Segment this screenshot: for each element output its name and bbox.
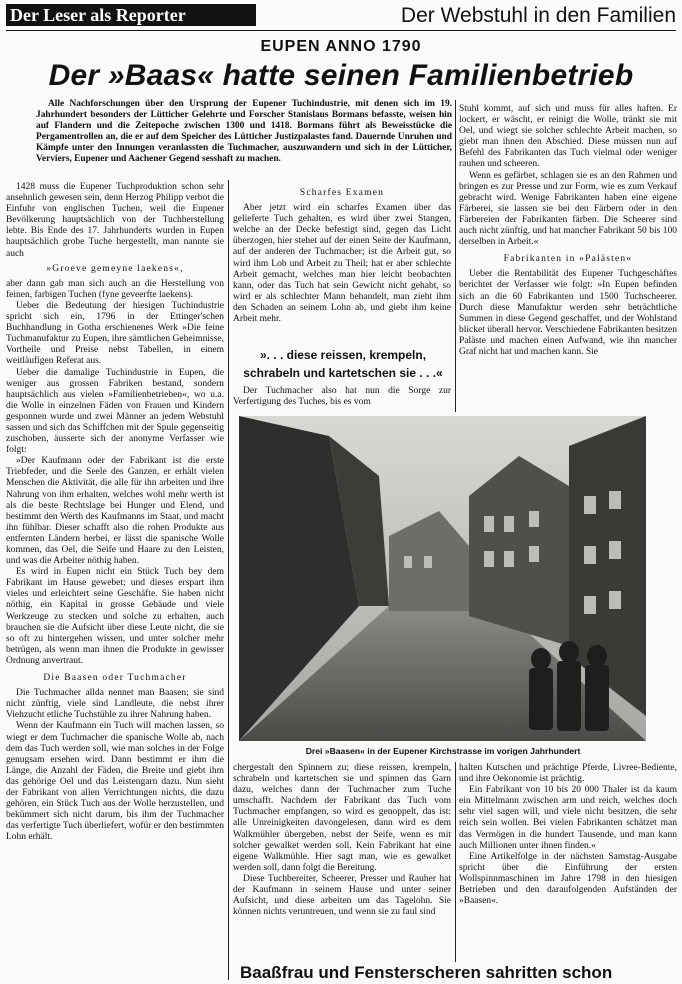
paragraph: Wenn es gefärbet, schlagen sie es an den Rahmen und bringen es zur Presse und zur Form, wie es zum Verkauf gebracht wird. Wenige Fabrikanten haben eine eigene Färberei, sie lassen sie bei den Färbern oder in den Färbereien der Fabrikanten färben. Die Scheerer sind auch nicht zünftig, und hat mancher Fabrikant 50 bis 100 derselben in Arbeit.« <box>459 170 677 248</box>
column-divider-1 <box>228 180 229 980</box>
article-column-3 <box>459 104 677 410</box>
paragraph: chergestalt den Spinnern zu; diese reissen, krempeln, schrabeln und kartetschen sie und spinnen das Garn dazu, welches dann der Tuchmacher zum Tuche umschafft. Nachdem der Fabrikant das Tuch vom Tuchmacher empfangen, so wird es genoppelt, das ist: alle Unreinigkeiten davongelesen, dann wird es dem Walkmühler übergeben, nebst der Seife, wenn es mit solcher gewalket werden soll. Kein Fabrikant hat eine eigene Walkmühle. Hier sagt man, wie es gewalket werden soll, dann folgt die Bereitung. <box>233 763 451 873</box>
lead-paragraph: Alle Nachforschungen über den Ursprung der Eupener Tuchindustrie, mit denen sich im 19. Jahrhundert besonders der Lütticher Gelehrte und Forscher Stanislaus Bormans befasste, weisen hin auf Flandern und die Zeitepoche zwischen 1300 und 1418. Bormans führt als Beweisstücke die Pergamentrollen an, die er auf dem Speicher des Lütticher Justizpalastes fand. Dauernde Unruhen und Kämpfe unter den Innungen veranlassten die Tuchmacher, auszuwandern und sich in der Lütticher, Verviers, Eupener und Aachener Gegend sesshaft zu machen. <box>36 99 452 164</box>
quoted-paragraph: »Der Kaufmann oder der Fabrikant ist die erste Triebfeder, und die Seele des Ganzen, er erhält vielen Menschen die Aktivität, die alle für ihn arbeiten und ihre Nahrung von ihm erhalten, welches wohl mehr werth ist als die beste Rechtslage bei Hunger und Elend, und bestimmt den Werth des Kaufmanns im Staat, und macht ihn fühlbar. Dieser schafft also die rohen Produkte aus entfernten Ländern herbei, er lässt die spanische Wolle kommen, das Oel, die Seife und Haare zu den Leisten, und was die Arbeiter nöthig haben. <box>6 456 224 567</box>
quote-heading: »Groeve gemeyne laekens«, <box>46 263 184 274</box>
next-article-headline: Baaßfrau und Fensterscheren sahritten schon <box>240 963 613 982</box>
paragraph: Es wird in Eupen nicht ein Stück Tuch bey dem Fabrikant im Hause gewebet; und dieses erspart ihm vieles und erleichtert seine Geschäfte. Sie haben nicht nöthig, ein Kapital in grosse Gebäude und viele Werkzeuge zu stecken und solche zu erhalten, auch brauchen sie die Aufsicht über diese Leute nicht, die sie so oft zu hintergehen wissen, und unter solcher mehr betrügen, als wenn man ihnen die Produkte in gewisser Ordnung anvertraut. <box>6 567 224 666</box>
paragraph: aber dann gab man sich auch an die Herstellung von feinen, farbigen Tuchen (fyne geveerfte laekens). <box>6 278 224 300</box>
paragraph: halten Kutschen und prächtige Pferde, Livree-Bediente, und ihre Oekonomie ist prächtig. <box>459 763 677 785</box>
paragraph: Aber jetzt wird ein scharfes Examen über das gelieferte Tuch gehalten, es wird über zwei Stangen, welche an der Decke befestigt sind, gegen das Licht überzogen, hier stehet auf der einen Seite der Kaufmann, auf der anderen der Tuchmacher; ist die Arbeit gut, so wird ihm Lob und Arbeit zu Theil; hat er aber schlechte Arbeit gemacht, welches man hier leicht beobachten kann, oder das Tuch hat sein Gewicht nicht gehabt, so wird er als schlechter Mann behandelt, man zieht ihm den Schaden an seinem Lohn ab, und giebt ihm keine Arbeit mehr. <box>233 203 451 325</box>
street-illustration <box>239 416 646 741</box>
column-divider-3 <box>455 762 456 962</box>
paragraph: 1428 muss die Eupener Tuchproduktion schon sehr ansehnlich gewesen sein, denn Herzog Philipp verbot die Einfuhr von englischen Tuchen, weil die Eupener Bevölkerung hauptsächlich von der Tuchherstellung lebte. Bis Ende des 17. Jahrhunderts wurden in Eupen hauptsächlich grobe Tuche hergestellt, man nannte sie auch <box>6 182 224 259</box>
subheading-baasen: Die Baasen oder Tuchmacher <box>43 673 187 684</box>
article-column-1 <box>6 182 224 982</box>
pull-quote: ». . . diese reissen, krempeln, schrabeln und kartetschen sie . . .« <box>243 348 443 380</box>
paragraph: Die Tuchmacher allda nennet man Baasen; sie sind nicht zünftig, viele sind Landleute, die nebst ihrer Viehzucht etliche Tuchstühle zu ihrer Nahrung haben. <box>6 688 224 721</box>
header-rule <box>6 30 676 31</box>
dateline: EUPEN ANNO 1790 <box>260 38 422 55</box>
column-divider-2 <box>455 100 456 412</box>
paragraph: Ueber die Rentabilität des Eupener Tuchgeschäftes berichtet der Verfasser wie folgt: »In Eupen befinden sich an die 60 Fabrikanten und 1500 Tuchscheerer. Durch diese Manufaktur werden sehr beträchtliche Summen in diese Gegend geschaffet, und der Wohlstand blicket überall hervor. Verschiedene Fabrikanten besitzen Paläste und machen einen Aufwand, wie ihn mancher Graf nicht hat und machen kann. Sie <box>459 269 677 357</box>
article-column-2-lower <box>233 763 451 961</box>
paragraph: Ein Fabrikant von 10 bis 20 000 Thaler ist da kaum ein Mittelmann zwischen arm und reich, welches doch sehr viel sagen will, und viele nicht besitzen, die sehr reich sein wollen. Bei vielen Fabrikanten schätzet man das Vermögen in die hundert Tausende, und man kann auch Millionen unter ihnen finden.« <box>459 785 677 851</box>
paragraph: Stuhl kommt, auf sich und muss für alles haften. Er lockert, er wäscht, er reinigt die Wolle, tränkt sie mit Oel, und wiegt sie solcher schlechte Arbeit machen, so giebt man ihnen den Abschied. Diese müssen nun auf Befehl des Fabrikanten das Tuch vielmal oder weniger rauhen und scheeren. <box>459 104 677 170</box>
kicker-label: Der Leser als Reporter <box>6 4 256 26</box>
photo-caption: Drei »Baasen« in der Eupener Kirchstrasse im vorigen Jahrhundert <box>305 746 581 756</box>
subheading-examen: Scharfes Examen <box>299 188 385 198</box>
paragraph: Eine Artikelfolge in der nächsten Samstag-Ausgabe spricht über die Einführung der ersten Wollspinnmaschinen im Jahre 1798 in den hiesigen Betrieben und den daraufolgenden Aufständen der »Baasen«. <box>459 851 677 907</box>
paragraph: Ueber die Bedeutung der hiesigen Tuchindustrie spricht sich ein, 1796 in der Ettinger'schen Buchhandlung in Gotha erschienenes Werk »Die feine Tuchmanufaktur zu Eupen, ihre sämtlichen Geheimnisse, Vortheile und Preise nebst Tabellen, in einem weitläufigen Referat aus. <box>6 300 224 367</box>
headline: Der »Baas« hatte seinen Familienbetrieb <box>48 59 634 92</box>
street-photo <box>239 416 646 741</box>
paragraph: Ueber die damalige Tuchindustrie in Eupen, die weniger aus grossen Fabriken bestand, sondern hauptsächlich aus vielen »Familienbetrieben«, wo u.a. die Wolle in einzelnen Fäden von Frauen und Kindern gesponnen wurde und zwei Männer an jedem Webstuhl sassen und sich das Schiffchen mit der Spule gegenseitig zuschoben, äusserte sich der anonyme Verfasser wie folgt: <box>6 367 224 456</box>
paragraph: Wenn der Kaufmann ein Tuch will machen lassen, so wiegt er dem Tuchmacher die spanische Wolle ab, nach dem das Tuch werden soll, wie man solches in der Folge genugsam ersehen wird. Dann bestimmt er ihm die Länge, die Anzahl der Fäden, die Breite und giebt ihm das gehörige Oel und das Leistengarn dazu. Nun sieht der Fabrikant von allen Verrichtungen nichts, die dazu gehören, ein Stück Tuch aus der Wolle herzustellen, und bekümmert sich nicht darum, bis ihm der Tuchmacher das verfertigte Tuch überliefert, wofür er den bestimmten Lohn erhält. <box>6 721 224 843</box>
article-column-2-continued <box>233 386 451 410</box>
paragraph: Der Tuchmacher also hat nun die Sorge zur Verfertigung des Tuches, bis es vom <box>233 386 451 408</box>
paragraph: Diese Tuchbereiter, Scheerer, Presser und Rauher hat der Kaufmann in seinem Hause und unter seiner Aufsicht, und diese arbeiten um das Tagelohn. Sie können nichts veruntreuen, und wenn sie zu faul sind <box>233 873 451 918</box>
subheading-fabrikanten: Fabrikanten in »Palästen« <box>503 254 633 265</box>
series-title: Der Webstuhl in den Familien <box>400 4 676 27</box>
article-column-2 <box>233 182 451 342</box>
article-column-3-lower <box>459 763 677 961</box>
